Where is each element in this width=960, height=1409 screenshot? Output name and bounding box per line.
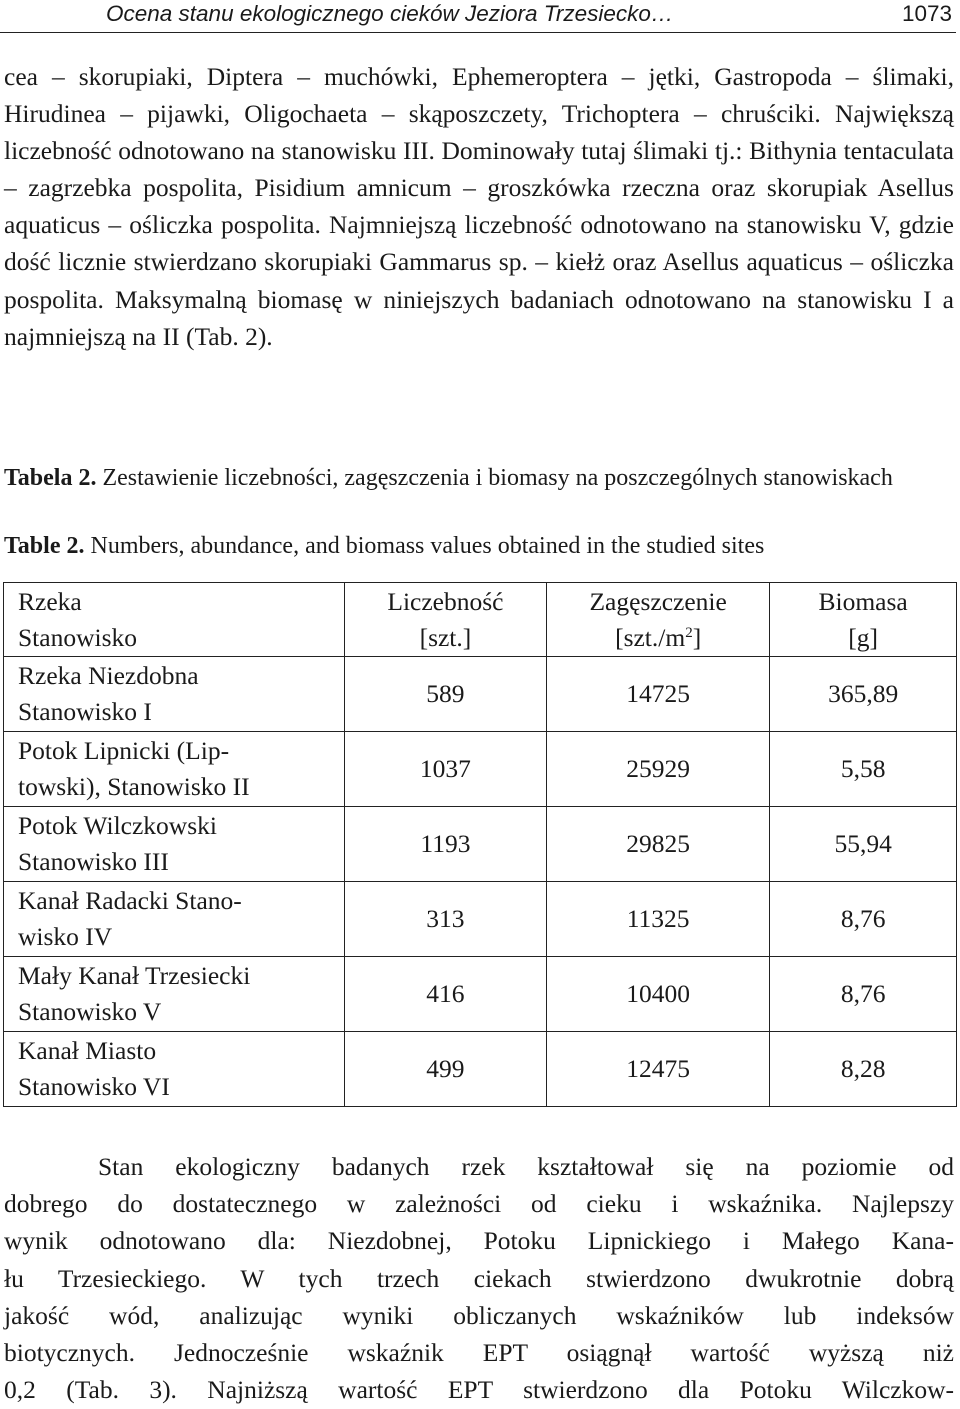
biomass-cell: 8,76	[770, 957, 957, 1032]
density-cell: 14725	[547, 657, 770, 732]
results-table	[3, 582, 957, 1107]
biomass-cell: 55,94	[770, 807, 957, 882]
paragraph-line: dobrego do dostatecznego w zależności od cieku i wskaźnika. Najlepszy	[4, 1189, 954, 1219]
density-cell: 29825	[547, 807, 770, 882]
biomass-cell: 365,89	[770, 657, 957, 732]
paragraph-line: jakość wód, analizując wyniki obliczanych wskaźników lub indeksów	[4, 1300, 954, 1330]
table-row	[4, 807, 957, 882]
table-row	[4, 657, 957, 732]
paragraph-line: 0,2 (Tab. 3). Najniższą wartość EPT stwierdzono dla Potoku Wilczkow-	[4, 1375, 954, 1405]
density-cell: 11325	[547, 882, 770, 957]
count-cell: 499	[344, 1032, 546, 1107]
paragraph-line: łu Trzesieckiego. W tych trzech ciekach stwierdzono dwukrotnie dobrą	[4, 1263, 954, 1293]
page-number: 1073	[901, 1, 952, 26]
site-cell: Kanał Miasto Stanowisko VI	[4, 1032, 345, 1107]
running-header	[0, 0, 956, 33]
count-cell: 416	[344, 957, 546, 1032]
biomass-cell: 5,58	[770, 732, 957, 807]
site-cell: Rzeka Niezdobna Stanowisko I	[4, 657, 345, 732]
table-caption-english-text: Numbers, abundance, and biomass values obtained in the studied sites	[84, 533, 765, 559]
table-caption-english	[4, 531, 954, 562]
site-cell: Potok Wilczkowski Stanowisko III	[4, 807, 345, 882]
table-row	[4, 1032, 957, 1107]
paragraph-intro	[4, 58, 954, 355]
paragraph-line: Stan ekologiczny badanych rzek kształtował się na poziomie od	[98, 1152, 954, 1181]
count-cell: 589	[344, 657, 546, 732]
table-caption-polish	[4, 463, 954, 494]
header-biomass: Biomasa [g]	[770, 583, 957, 657]
site-cell: Potok Lipnicki (Lip- towski), Stanowisko II	[4, 732, 345, 807]
header-site: Rzeka Stanowisko	[4, 583, 345, 657]
paragraph-line: biotycznych. Jednocześnie wskaźnik EPT osiągnął wartość wyższą niż	[4, 1338, 954, 1368]
table-caption-polish-text: Zestawienie liczebności, zagęszczenia i biomasy na poszczególnych stanowiskach	[96, 465, 893, 491]
header-density: Zagęszczenie $[szt./m^2]$	[547, 583, 770, 657]
site-cell: Mały Kanał Trzesiecki Stanowisko V	[4, 957, 345, 1032]
count-cell: 1037	[344, 732, 546, 807]
paragraph-intro-text: cea – skorupiaki, Diptera – muchówki, Ephemeroptera – jętki, Gastropoda – ślimaki, Hirudinea – pijawki, Oligochaeta – skąposzczety, Trichoptera – chruściki. Największą liczebność odnotowano na stanowisku III. Dominowały tutaj ślimaki tj.: Bithynia tentaculata – zagrzebka pospolita, Pisidium amnicum – groszkówka rzeczna oraz skorupiak Asellus aquaticus – ośliczka pospolita. Najmniejszą liczebność odnotowano na stanowisku V, gdzie dość licznie stwierdzano skorupiaki Gammarus sp. – kiełż oraz Asellus aquaticus – ośliczka pospolita. Maksymalną biomasę w niniejszych badaniach odnotowano na stanowisku I a najmniejszą na II (Tab. 2).	[4, 62, 954, 351]
paragraph-line: wynik odnotowano dla: Niezdobnej, Potoku Lipnickiego i Małego Kana-	[4, 1226, 954, 1256]
table-row	[4, 882, 957, 957]
density-cell: 10400	[547, 957, 770, 1032]
running-title: Ocena stanu ekologicznego cieków Jeziora Trzesiecko…	[106, 1, 674, 26]
density-cell: 25929	[547, 732, 770, 807]
biomass-cell: 8,76	[770, 882, 957, 957]
density-cell: 12475	[547, 1032, 770, 1107]
count-cell: 313	[344, 882, 546, 957]
table-caption-polish-label: Tabela 2.	[4, 465, 97, 491]
table-header-row	[4, 583, 957, 657]
table-caption-english-label: Table 2.	[4, 533, 85, 559]
table-row	[4, 732, 957, 807]
count-cell: 1193	[344, 807, 546, 882]
table-row	[4, 957, 957, 1032]
biomass-cell: 8,28	[770, 1032, 957, 1107]
site-cell: Kanał Radacki Stano- wisko IV	[4, 882, 345, 957]
header-count: Liczebność [szt.]	[344, 583, 546, 657]
paragraph-ecological-status	[4, 1148, 954, 1408]
